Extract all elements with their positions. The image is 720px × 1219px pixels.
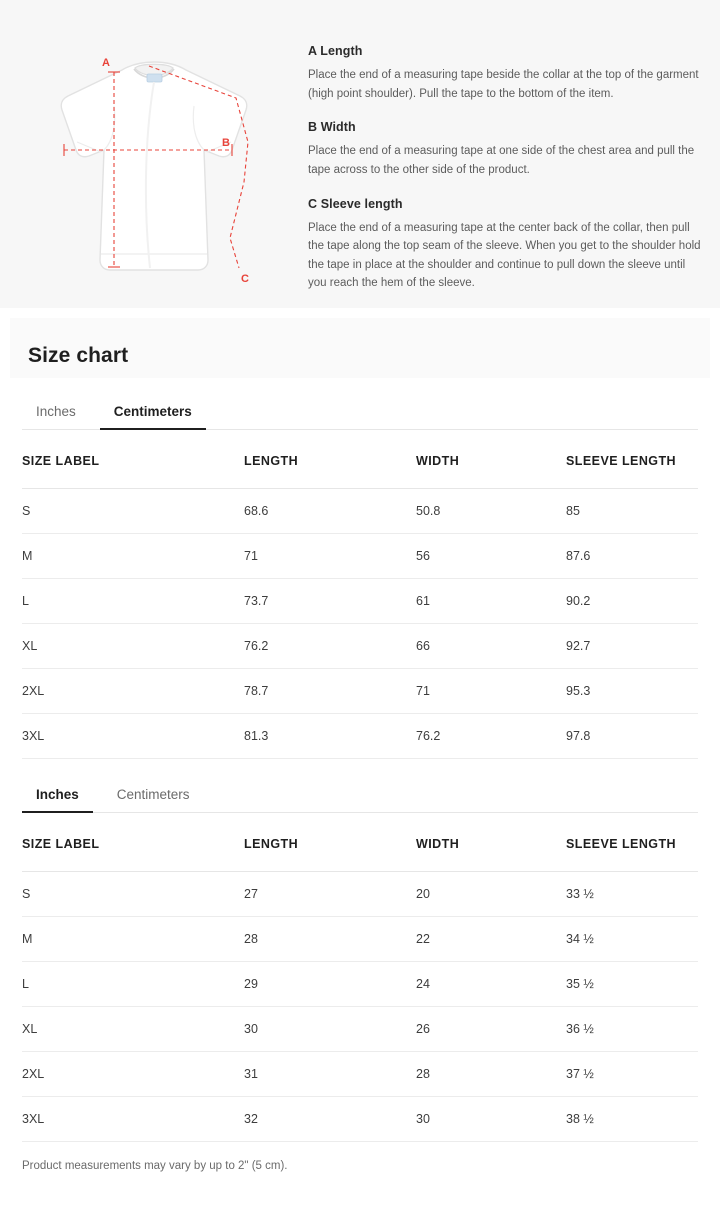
th-size-label-cm: SIZE LABEL [22,430,244,489]
size-chart-card-header [10,318,710,378]
cell-width: 56 [416,534,566,579]
label-a-text: A [102,57,110,69]
cell-length: 73.7 [244,579,416,624]
garment-diagram [4,22,304,292]
cell-size: XL [22,624,244,669]
cell-size: XL [22,1007,244,1052]
cell-size: 2XL [22,669,244,714]
cell-size: 2XL [22,1052,244,1097]
instruction-heading-b: B Width [308,120,356,135]
cell-size: S [22,489,244,534]
table-row [22,1052,698,1097]
table-row [22,624,698,669]
table-row [22,962,698,1007]
th-size-label-in: SIZE LABEL [22,813,244,872]
size-table-inches [22,813,698,1142]
cell-sleeve: 34 ½ [566,917,698,962]
sweatshirt-illustration [4,22,304,292]
tab-centimeters-1[interactable]: Centimeters [100,396,206,430]
cell-size: L [22,579,244,624]
cell-size: 3XL [22,1097,244,1142]
cell-length: 30 [244,1007,416,1052]
cell-sleeve: 33 ½ [566,872,698,917]
cell-width: 50.8 [416,489,566,534]
label-b-text: B [222,137,230,149]
cell-sleeve: 97.8 [566,714,698,759]
size-table-centimeters [22,430,698,759]
tab-inches-2[interactable]: Inches [22,779,93,813]
cell-length: 29 [244,962,416,1007]
tab-inches-1[interactable]: Inches [22,396,90,430]
table-row [22,669,698,714]
cell-length: 32 [244,1097,416,1142]
cell-length: 78.7 [244,669,416,714]
table-row [22,872,698,917]
cell-sleeve: 92.7 [566,624,698,669]
cell-width: 24 [416,962,566,1007]
table-row [22,917,698,962]
cell-size: L [22,962,244,1007]
instruction-text-a: Place the end of a measuring tape beside the collar at the top of the garment (high point shoulder). Pull the tape to the bottom of the item. [308,69,699,100]
label-c-text: C [241,273,249,285]
th-width-cm: WIDTH [416,430,566,489]
cell-width: 20 [416,872,566,917]
cell-width: 28 [416,1052,566,1097]
cell-sleeve: 87.6 [566,534,698,579]
table-header-row [22,813,698,872]
cell-length: 81.3 [244,714,416,759]
cell-length: 27 [244,872,416,917]
instruction-text-b: Place the end of a measuring tape at one side of the chest area and pull the tape across to the other side of the product. [308,145,695,176]
cell-length: 28 [244,917,416,962]
table-header-row [22,430,698,489]
cell-size: 3XL [22,714,244,759]
th-length-cm: LENGTH [244,430,416,489]
cell-sleeve: 36 ½ [566,1007,698,1052]
measuring-instructions [304,22,720,293]
cell-sleeve: 35 ½ [566,962,698,1007]
cell-width: 30 [416,1097,566,1142]
unit-tabs-imperial [22,759,698,813]
cell-sleeve: 90.2 [566,579,698,624]
table-row [22,489,698,534]
cell-sleeve: 38 ½ [566,1097,698,1142]
instruction-heading-c: C Sleeve length [308,196,403,211]
cell-length: 71 [244,534,416,579]
unit-tabs-metric [22,378,698,430]
th-length-in: LENGTH [244,813,416,872]
th-sleeve-length-in: SLEEVE LENGTH [566,813,698,872]
cell-width: 22 [416,917,566,962]
table-row [22,1097,698,1142]
cell-width: 66 [416,624,566,669]
table-row [22,714,698,759]
page-title: Size chart [28,344,129,367]
measuring-guide-panel [0,0,720,308]
cell-sleeve: 95.3 [566,669,698,714]
th-sleeve-length-cm: SLEEVE LENGTH [566,430,698,489]
table-row [22,534,698,579]
cell-size: M [22,917,244,962]
instruction-heading-a: A Length [308,44,363,58]
th-width-in: WIDTH [416,813,566,872]
instruction-text-c: Place the end of a measuring tape at the center back of the collar, then pull the tape along the top seam of the sleeve. When you get to the shoulder hold the tape in place at the shoulder and continue to pull down the sleeve until you reach the hem of the sleeve. [308,221,701,290]
tab-centimeters-2[interactable]: Centimeters [103,779,204,813]
measurement-disclaimer: Product measurements may vary by up to 2" (5 cm). [22,1160,288,1172]
cell-width: 76.2 [416,714,566,759]
cell-size: S [22,872,244,917]
cell-sleeve: 37 ½ [566,1052,698,1097]
table-row [22,579,698,624]
size-chart-body [0,378,720,1142]
cell-width: 71 [416,669,566,714]
cell-width: 26 [416,1007,566,1052]
cell-sleeve: 85 [566,489,698,534]
cell-width: 61 [416,579,566,624]
table-row [22,1007,698,1052]
cell-length: 68.6 [244,489,416,534]
cell-length: 76.2 [244,624,416,669]
cell-size: M [22,534,244,579]
cell-length: 31 [244,1052,416,1097]
